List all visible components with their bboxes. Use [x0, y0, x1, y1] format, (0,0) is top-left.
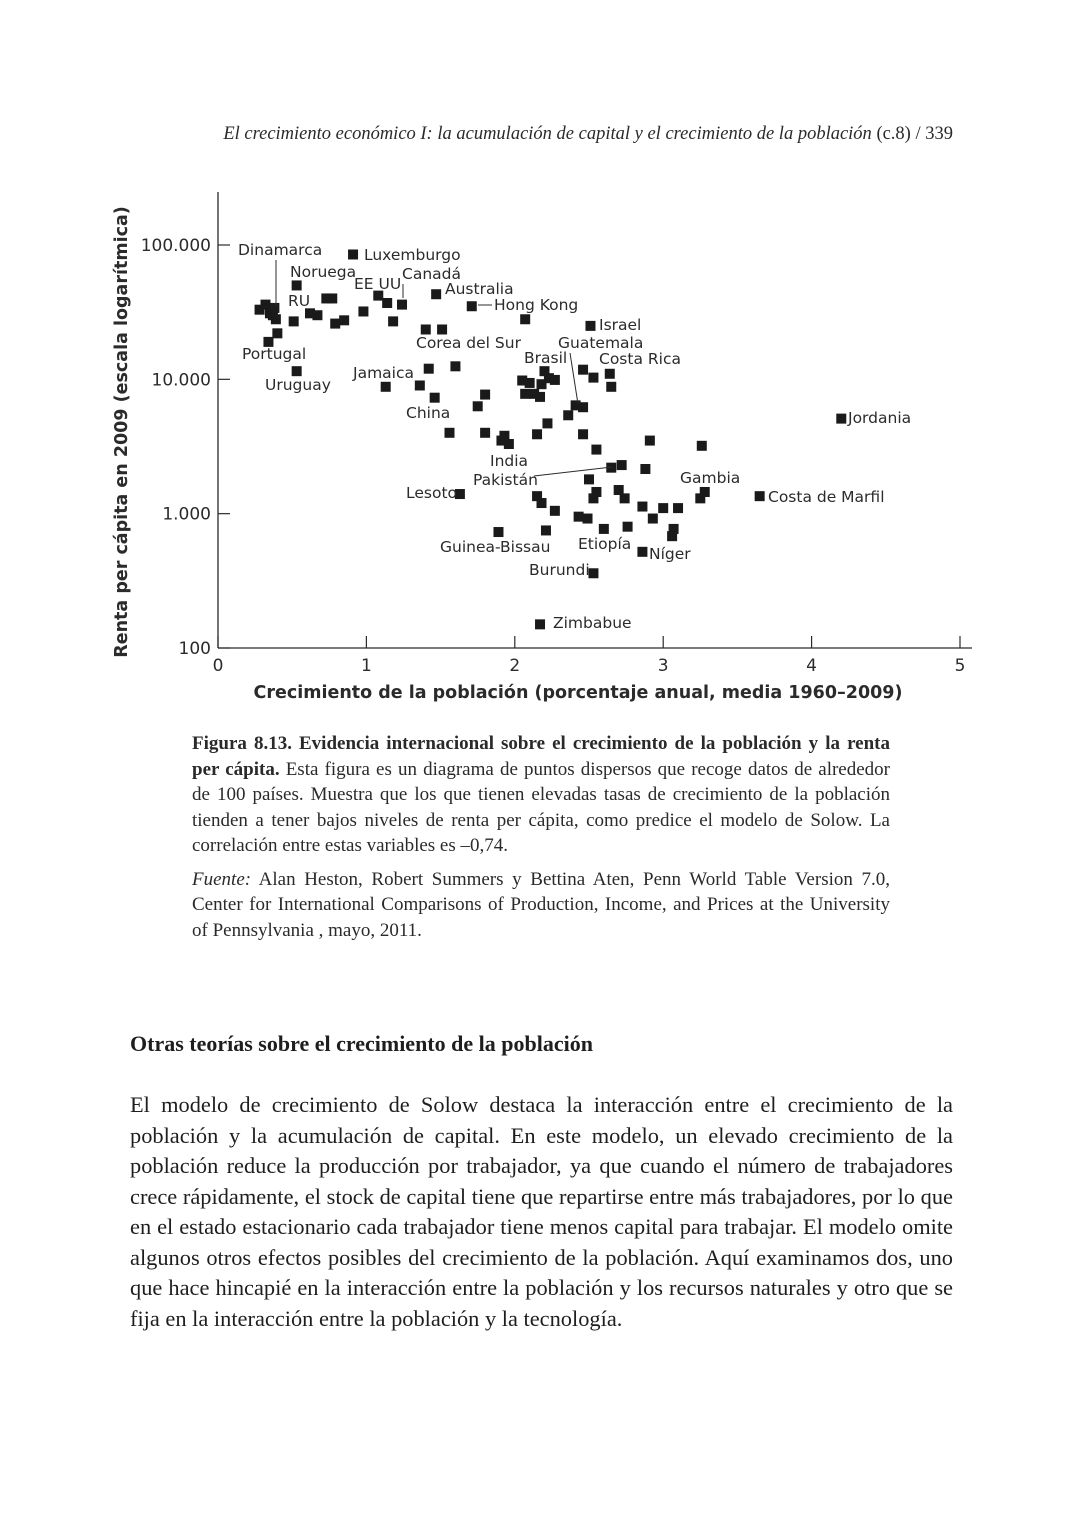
data-point-15: [330, 319, 340, 329]
data-point-87: [637, 547, 647, 557]
data-point-28: [381, 382, 391, 392]
label-noruega: Noruega: [290, 263, 357, 281]
data-point-59: [578, 429, 588, 439]
data-point-82: [648, 514, 658, 524]
x-tick-label-2: 2: [509, 656, 521, 676]
scatter-chart: [100, 180, 1000, 715]
data-point-48: [550, 375, 560, 385]
data-point-25: [520, 314, 530, 324]
section-title: Otras teorías sobre el crecimiento de la población: [130, 1031, 593, 1056]
label-australia: Australia: [445, 280, 514, 298]
data-point-14: [327, 293, 337, 303]
data-point-71: [541, 525, 551, 535]
data-point-81: [637, 502, 647, 512]
label-lesoto: Lesoto: [406, 484, 458, 502]
data-point-27: [437, 324, 447, 334]
data-point-10: [292, 366, 302, 376]
data-point-33: [445, 428, 455, 438]
data-point-93: [836, 414, 846, 424]
data-point-53: [578, 402, 588, 412]
data-point-57: [605, 369, 615, 379]
label-israel: Israel: [599, 316, 642, 334]
data-point-22: [397, 300, 407, 310]
data-point-30: [450, 361, 460, 371]
chart-point-labels: [238, 241, 911, 632]
data-point-55: [588, 373, 598, 383]
x-tick-label-3: 3: [657, 656, 669, 676]
leader-pakistan: [534, 467, 612, 476]
figure-caption-label: Figura 8.13. Evidencia internacional sobre el crecimiento de la población y la renta per cápita.: [192, 733, 890, 780]
data-point-29: [424, 364, 434, 374]
data-point-88: [588, 568, 598, 578]
data-point-61: [584, 474, 594, 484]
data-point-36: [480, 428, 490, 438]
data-point-83: [658, 503, 668, 513]
data-point-86: [667, 531, 677, 541]
data-point-77: [599, 524, 609, 534]
data-point-51: [563, 410, 573, 420]
x-axis-title: Crecimiento de la población (porcentaje anual, media 1960–2009): [253, 683, 903, 703]
data-point-26: [421, 324, 431, 334]
data-point-12: [312, 310, 322, 320]
data-point-31: [415, 380, 425, 390]
label-portugal: Portugal: [242, 345, 307, 363]
data-point-34: [473, 401, 483, 411]
label-costa-rica: Costa Rica: [599, 350, 681, 368]
data-point-84: [673, 503, 683, 513]
figure-source-label: Fuente:: [192, 868, 252, 890]
data-point-58: [606, 382, 616, 392]
data-point-32: [430, 393, 440, 403]
label-burundi: Burundi: [529, 561, 590, 579]
body-paragraph: El modelo de crecimiento de Solow destaca la interacción entre el crecimiento de la población y la acumulación de capital. En este modelo, un elevado crecimiento de la población reduce la producción por trabajador, ya que cuando el número de trabajadores crece rápidamente, el stock de capital tiene que repartirse entre más trabajadores, por lo que en el estado estacionario cada trabajador tiene menos capital para trabajar. El modelo omite algunos otros efectos posibles del crecimiento de la población. Aquí examinamos dos, uno que hace hincapié en la interacción entre la población y los recursos naturales y otro que se fija en la interacción entre la población y la tecnología.: [130, 1092, 953, 1331]
label-leader-lines: [276, 260, 612, 476]
running-head: [130, 124, 953, 145]
data-point-49: [542, 418, 552, 428]
data-point-54: [578, 365, 588, 375]
label-china: China: [406, 404, 451, 422]
label-uruguay: Uruguay: [265, 376, 331, 394]
data-point-66: [697, 441, 707, 451]
label-pakistan: Pakistán: [473, 471, 538, 489]
data-point-16: [339, 315, 349, 325]
data-point-92: [755, 491, 765, 501]
figure-source-text: Alan Heston, Robert Summers y Bettina Aten, Penn World Table Version 7.0, Center for International Comparisons of Production, Income, and Prices at the University of Pennsylvania , mayo, 2011.: [192, 868, 890, 941]
label-jamaica: Jamaica: [353, 364, 414, 382]
x-tick-label-5: 5: [954, 656, 966, 676]
data-point-56: [585, 321, 595, 331]
data-point-17: [348, 249, 358, 259]
data-point-23: [431, 289, 441, 299]
y-tick-label-3: 100.000: [140, 236, 211, 256]
x-tick-label-4: 4: [806, 656, 818, 676]
label-ru: RU: [288, 292, 311, 310]
label-canada: Canadá: [402, 265, 461, 283]
data-point-20: [382, 298, 392, 308]
data-point-18: [358, 306, 368, 316]
data-point-69: [537, 498, 547, 508]
figure-caption: [192, 731, 890, 943]
data-point-41: [525, 378, 535, 388]
data-point-76: [588, 493, 598, 503]
data-point-80: [623, 522, 633, 532]
data-point-65: [645, 436, 655, 446]
leader-guatemala: [570, 353, 578, 404]
figure-caption-text: Esta figura es un diagrama de puntos dispersos que recoge datos de alrededor de 100 países. Muestra que los que tienen elevadas tasas de crecimiento de la población tienden a tener bajos niveles de renta per cápita, como predice el modelo de Solow. La correlación entre estas variables es –0,74.: [192, 758, 890, 856]
chart-axes: [141, 192, 972, 676]
label-gambia: Gambia: [680, 469, 741, 487]
data-point-50: [532, 429, 542, 439]
data-point-9: [289, 316, 299, 326]
y-axis-title: Renta per cápita en 2009 (escala logarítmica): [112, 206, 132, 658]
data-point-8: [292, 280, 302, 290]
y-tick-label-1: 1.000: [162, 504, 211, 525]
data-point-64: [640, 464, 650, 474]
data-point-39: [499, 431, 509, 441]
label-dinamarca: Dinamarca: [238, 241, 323, 259]
label-niger: Níger: [649, 545, 691, 563]
data-point-35: [480, 390, 490, 400]
label-luxemburgo: Luxemburgo: [364, 246, 461, 264]
data-point-72: [493, 527, 503, 537]
y-tick-label-0: 100: [178, 639, 211, 659]
data-point-74: [583, 514, 593, 524]
label-jordania: Jordania: [848, 409, 912, 427]
page-number: 339: [925, 124, 953, 144]
data-point-6: [272, 328, 282, 338]
running-head-title: El crecimiento económico I: la acumulación de capital y el crecimiento de la población: [223, 124, 872, 144]
label-india: India: [490, 452, 529, 470]
label-brasil: Brasil: [524, 349, 568, 367]
running-head-separator: /: [915, 124, 921, 144]
data-point-44: [535, 392, 545, 402]
data-point-1: [260, 300, 270, 310]
label-hong-kong: Hong Kong: [494, 296, 579, 314]
data-point-5: [268, 310, 278, 320]
running-head-chapter: (c.8): [876, 124, 911, 144]
label-guinea-bissau: Guinea-Bissau: [440, 538, 551, 556]
data-point-63: [617, 460, 627, 470]
data-point-91: [700, 487, 710, 497]
data-point-70: [550, 506, 560, 516]
label-corea-del-sur: Corea del Sur: [416, 334, 521, 352]
label-costa-de-marfil: Costa de Marfil: [768, 488, 885, 506]
y-tick-label-2: 10.000: [151, 370, 211, 391]
data-point-42: [520, 389, 530, 399]
data-point-73: [574, 512, 584, 522]
data-point-21: [388, 316, 398, 326]
data-point-24: [467, 301, 477, 311]
data-point-60: [591, 445, 601, 455]
label-guatemala: Guatemala: [558, 334, 644, 352]
data-point-89: [535, 619, 545, 629]
label-zimbabue: Zimbabue: [553, 614, 632, 632]
label-ee-uu: EE UU: [354, 275, 402, 293]
label-etiopia: Etiopía: [578, 535, 632, 553]
x-tick-label-1: 1: [360, 656, 372, 676]
x-tick-label-0: 0: [212, 656, 224, 676]
data-point-79: [620, 493, 630, 503]
